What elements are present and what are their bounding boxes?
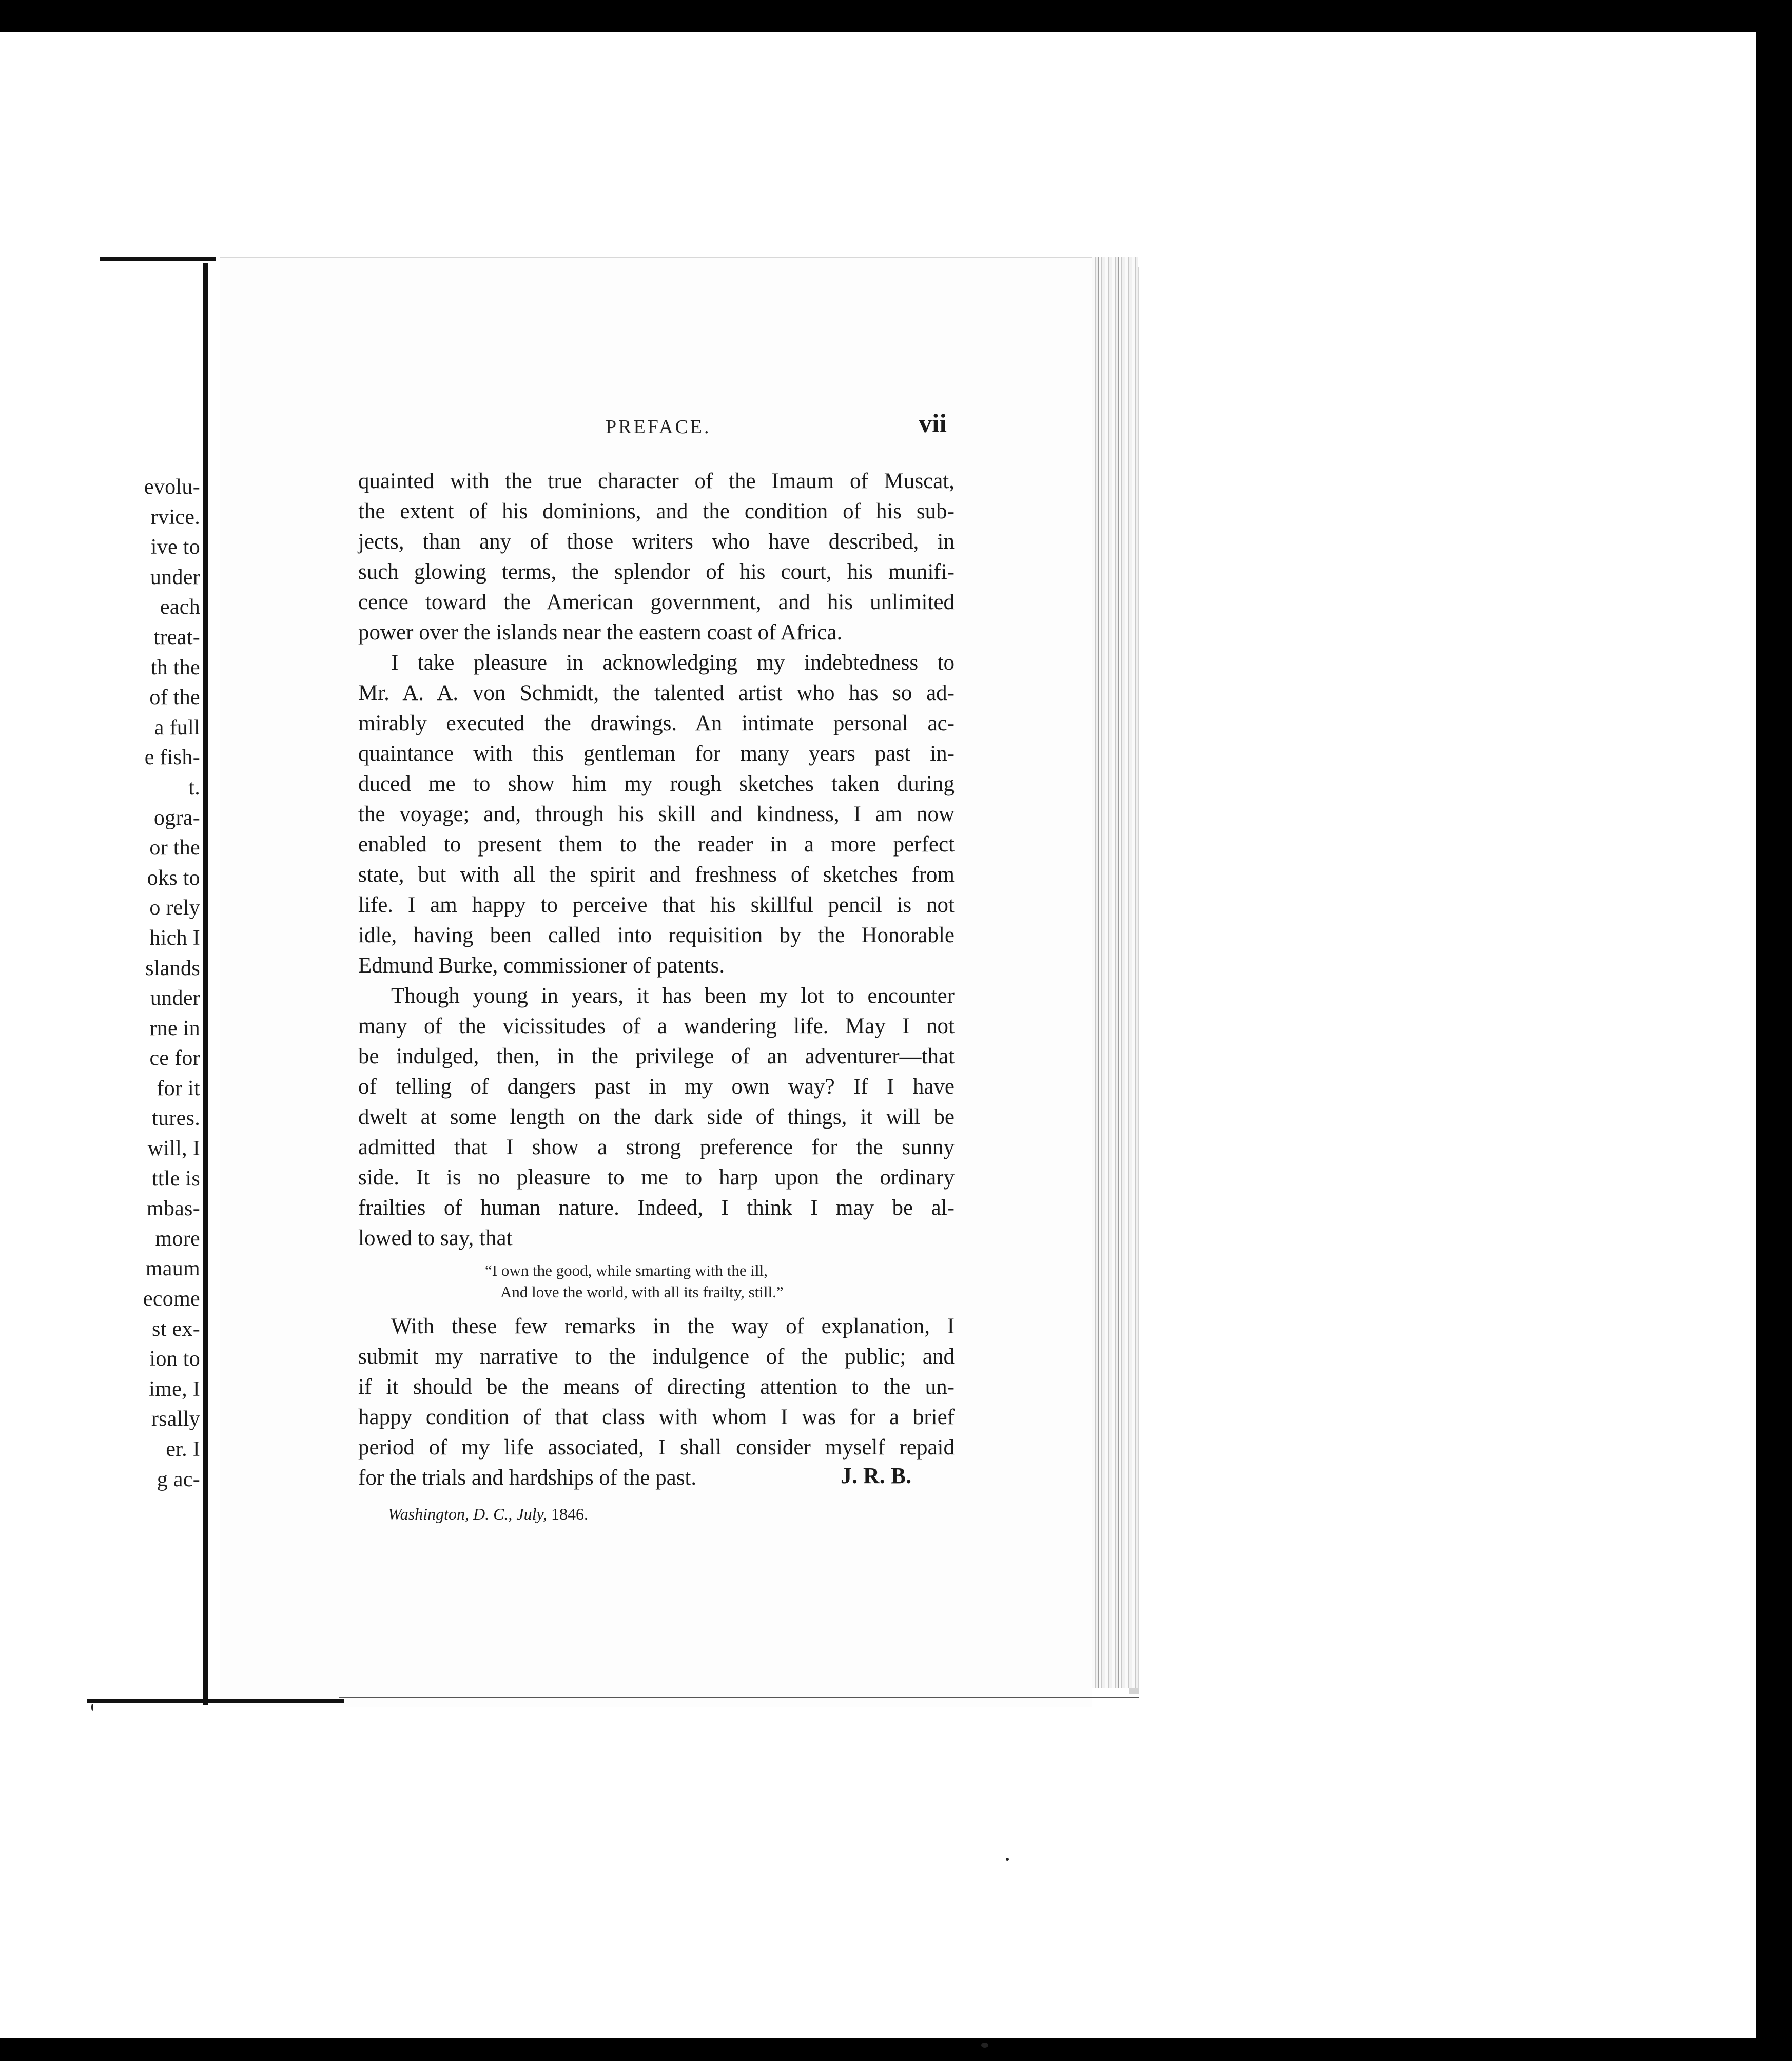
left-line: rvice. (150, 505, 200, 529)
text-line: jects, than any of those writers who have described, in (358, 530, 955, 554)
left-line: of the (149, 686, 200, 710)
scan-border-right (1756, 0, 1792, 2061)
verse-quotation (485, 1260, 784, 1303)
left-line: ogra- (153, 806, 200, 830)
text-line: admitted that I show a strong preference for the sunny (358, 1135, 955, 1159)
scan-speck (1006, 1858, 1009, 1861)
left-line: ime, I (149, 1377, 200, 1401)
left-line: e fish- (144, 746, 200, 770)
text-line: enabled to present them to the reader in a more perfect (358, 832, 955, 857)
page-bottom-rule (87, 1699, 344, 1703)
page-number: vii (919, 409, 947, 438)
text-line: happy condition of that class with whom I was for a brief (358, 1405, 955, 1429)
text-line: mirably executed the drawings. An intimate personal ac- (358, 711, 955, 735)
left-line: th the (150, 655, 200, 679)
text-line: power over the islands near the eastern coast of Africa. (358, 620, 843, 645)
text-line: duced me to show him my rough sketches taken during (358, 772, 955, 796)
dateline-text: Washington, D. C., July, (388, 1505, 547, 1523)
text-line: quainted with the true character of the Imaum of Muscat, (358, 469, 955, 493)
preface-body (358, 466, 955, 1253)
left-line: under (150, 986, 200, 1010)
text-line: for the trials and hardships of the past. (358, 1466, 697, 1490)
left-line: g ac- (157, 1467, 200, 1491)
left-line: st ex- (152, 1317, 200, 1341)
left-line: rne in (149, 1016, 200, 1040)
left-line: each (160, 595, 200, 619)
left-line: evolu- (144, 475, 200, 499)
text-line: the extent of his dominions, and the condition of his sub- (358, 499, 955, 523)
left-line: for it (157, 1076, 200, 1100)
text-line: I take pleasure in acknowledging my indebtedness to (391, 651, 955, 675)
book-spine (203, 263, 208, 1705)
text-line: submit my narrative to the indulgence of the public; and (358, 1345, 955, 1369)
text-line: if it should be the means of directing attention to the un- (358, 1375, 955, 1399)
left-line: maum (145, 1257, 200, 1281)
text-line: period of my life associated, I shall consider myself repaid (358, 1435, 955, 1460)
text-line: cence toward the American government, and his unlimited (358, 590, 955, 614)
left-line: ecome (143, 1287, 200, 1311)
left-line: ttle is (151, 1166, 200, 1191)
text-line: of telling of dangers past in my own way? If I have (358, 1075, 955, 1099)
left-page-fragment (0, 257, 216, 1709)
quote-line: “I own the good, while smarting with the ill, (485, 1261, 768, 1279)
text-line: state, but with all the spirit and freshness of sketches from (358, 863, 955, 887)
left-line: a full (154, 715, 200, 740)
page-block-edge (1092, 257, 1138, 1688)
left-line: ion to (149, 1347, 200, 1371)
page-bottom-edge (339, 1697, 1139, 1698)
text-line: many of the vicissitudes of a wandering life. May I not (358, 1014, 955, 1038)
left-line: ive to (150, 535, 200, 559)
text-line: With these few remarks in the way of explanation, I (391, 1314, 955, 1338)
left-page-text (143, 472, 200, 1494)
text-line: Edmund Burke, commissioner of patents. (358, 954, 725, 978)
place-date-line (388, 1505, 588, 1524)
text-line: Though young in years, it has been my lot to encounter (391, 984, 955, 1008)
left-line: will, I (147, 1137, 200, 1161)
left-line: tures. (152, 1106, 200, 1131)
left-line: or the (149, 836, 200, 860)
text-line: life. I am happy to perceive that his skillful pencil is not (358, 893, 955, 917)
text-line: such glowing terms, the splendor of his court, his munifi- (358, 560, 955, 584)
text-line: frailties of human nature. Indeed, I think I may be al- (358, 1196, 955, 1220)
left-line: more (155, 1227, 200, 1251)
left-line: t. (188, 775, 200, 800)
text-line: side. It is no pleasure to me to harp upon the ordinary (358, 1165, 955, 1190)
dateline-year: 1846. (551, 1505, 588, 1523)
text-line: quaintance with this gentleman for many years past in- (358, 742, 955, 766)
quote-line: And love the world, with all its frailty, still.” (500, 1283, 784, 1301)
author-initials: J. R. B. (841, 1463, 912, 1488)
scan-speck (981, 2043, 988, 2048)
scan-speck (91, 1704, 93, 1711)
scan-border-top (0, 0, 1792, 32)
running-head: PREFACE. (606, 416, 711, 438)
left-line: under (150, 565, 200, 589)
left-line: o rely (149, 896, 200, 920)
left-line: hich I (149, 926, 200, 950)
left-line: oks to (147, 866, 200, 890)
text-line: idle, having been called into requisition by the Honorable (358, 923, 955, 947)
text-line: the voyage; and, through his skill and kindness, I am now (358, 802, 955, 826)
left-line: ce for (149, 1046, 200, 1071)
left-line: slands (145, 956, 200, 980)
left-line: mbas- (146, 1197, 200, 1221)
left-line: rsally (151, 1407, 200, 1431)
text-line: lowed to say, that (358, 1226, 513, 1250)
text-line: be indulged, then, in the privilege of an adventurer—that (358, 1044, 955, 1068)
left-line: treat- (153, 625, 200, 649)
scan-border-bottom (0, 2038, 1792, 2061)
text-line: Mr. A. A. von Schmidt, the talented artist who has so ad- (358, 681, 955, 705)
left-page-rule (100, 257, 216, 261)
left-line: er. I (166, 1437, 200, 1461)
text-line: dwelt at some length on the dark side of things, it will be (358, 1105, 955, 1129)
